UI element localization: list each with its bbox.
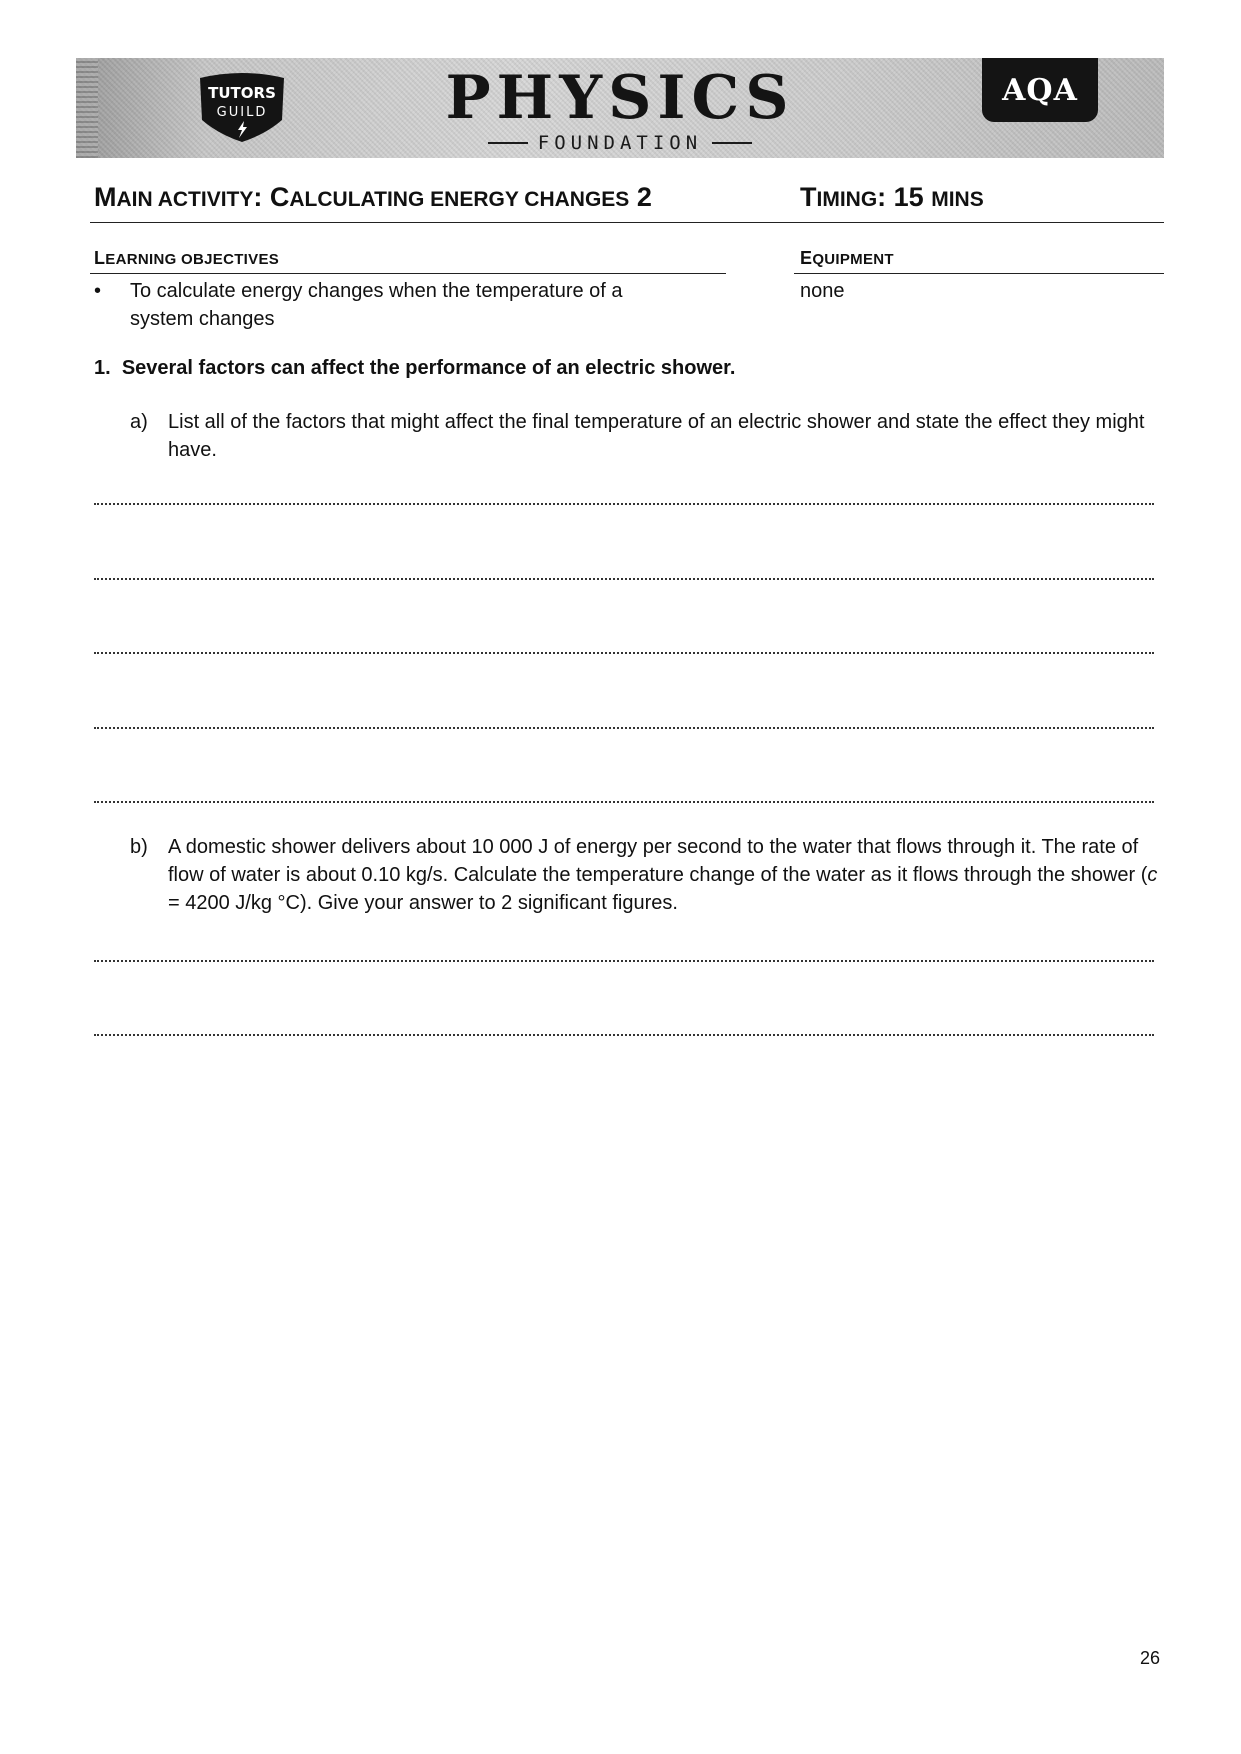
timing-rest: IMING: [816, 188, 878, 211]
answer-line[interactable]: [94, 1034, 1154, 1036]
lo-label-cap: L: [94, 248, 106, 268]
title-cap-m: M: [94, 182, 117, 212]
page-number: 26: [1140, 1648, 1161, 1668]
header-banner: [76, 58, 1164, 158]
logo-line-2: GUILD: [216, 105, 268, 120]
answer-line[interactable]: [94, 960, 1154, 962]
title-number: 2: [629, 182, 652, 212]
part-b-text: [168, 833, 1160, 917]
timing-unit: MINS: [931, 188, 984, 211]
timing: [800, 182, 1160, 213]
subtitle-dash-right: [712, 142, 752, 144]
answer-line[interactable]: [94, 727, 1154, 729]
question-part-a: [130, 408, 1160, 464]
title-colon: :: [253, 182, 270, 212]
question-1: [94, 357, 735, 380]
question-text: Several factors can affect the performance of an electric shower.: [121, 357, 736, 379]
part-a-text: List all of the factors that might affect the final temperature of an electric shower and state the effect they might have.: [168, 411, 1145, 461]
part-a-label: a): [130, 411, 148, 433]
equipment-label: [800, 248, 894, 269]
part-b-label: b): [130, 836, 148, 858]
learning-objectives-label: [94, 248, 279, 269]
bullet-marker: •: [94, 280, 102, 302]
brand-subtitle-row: [488, 132, 752, 154]
aqa-badge: AQA: [982, 58, 1098, 122]
timing-cap: T: [800, 182, 817, 212]
lo-label-rest: EARNING OBJECTIVES: [105, 251, 280, 268]
title-cap-c: C: [269, 182, 290, 212]
logo-line-1: TUTORS: [208, 84, 276, 102]
eq-label-rest: QUIPMENT: [812, 251, 894, 268]
objectives-rule: [90, 273, 726, 274]
eq-label-cap: E: [800, 248, 813, 268]
title-rest-main-activity: AIN ACTIVITY: [116, 188, 254, 211]
objective-text: To calculate energy changes when the temperature of a system changes: [130, 280, 623, 330]
title-rest-calculating: ALCULATING ENERGY CHANGES: [289, 188, 630, 211]
part-b-variable: c: [1147, 864, 1158, 886]
part-b-text-after: = 4200 J/kg °C). Give your answer to 2 significant figures.: [168, 892, 678, 914]
equipment-rule: [794, 273, 1164, 274]
question-number: 1.: [94, 357, 111, 379]
brand-subtitle: FOUNDATION: [537, 132, 703, 154]
question-part-b: [130, 833, 1160, 917]
activity-title: [94, 182, 734, 213]
title-rule: [90, 222, 1164, 223]
answer-line[interactable]: [94, 503, 1154, 505]
answer-line[interactable]: [94, 578, 1154, 580]
timing-value: : 15: [877, 182, 932, 212]
answer-line[interactable]: [94, 801, 1154, 803]
equipment-value: none: [800, 280, 845, 302]
brand-title: PHYSICS: [445, 63, 795, 133]
answer-line[interactable]: [94, 652, 1154, 654]
subtitle-dash-left: [488, 142, 528, 144]
part-b-text-before: A domestic shower delivers about 10 000 J of energy per second to the water that flows through it. The rate of flow of water is about 0.10 kg/s. Calculate the temperature change of the water as it flows through the shower (: [168, 836, 1148, 886]
learning-objective-item: [94, 277, 654, 333]
